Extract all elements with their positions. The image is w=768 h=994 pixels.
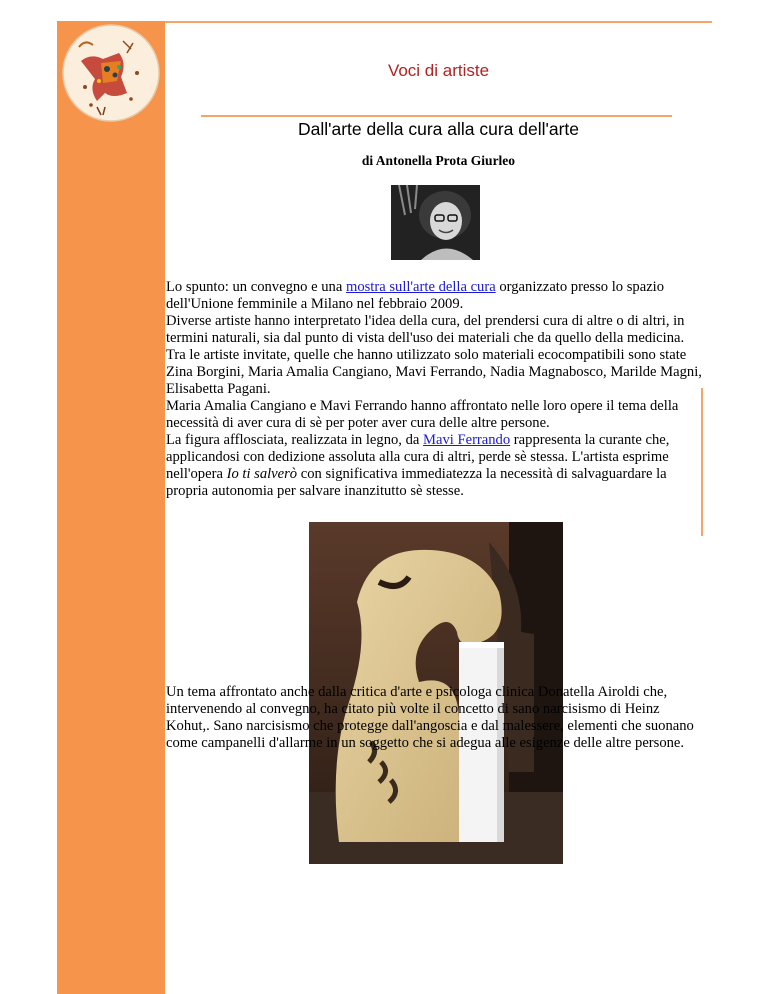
link-mavi-ferrando[interactable]: Mavi Ferrando xyxy=(423,432,511,448)
title-divider xyxy=(201,115,672,117)
paragraph-intro: Lo spunto: un convegno e una mostra sull'arte della cura organizzato presso lo spazio dell'Unione femminile a Milano nel febbraio 2009. Diverse artiste hanno interpretato l'idea della cura, del prendersi cura di altre o di altri, in termini naturali, sia dal punto di vista dell'uso dei materiali che da quello della medicina. Tra le artiste invitate, quelle che hanno utilizzato solo materiali ecocompatibili sono state Zina Borgini, Maria Amalia Cangiano, Mavi Ferrando, Nadia Magnabosco, Marilde Magni, Elisabetta Pagani. Maria Amalia Cangiano e Mavi Ferrando hanno affrontato nelle loro opere il tema della necessità di aver cura di sè per poter aver cura delle altre persone. La figura afflosciata, realizzata in legno, da Mavi Ferrando rappresenta la curante che, applicandosi con dedizione assoluta alla cura di altri, perde sè stessa. L'artista esprime nell'opera Io ti salverò con significativa immediatezza la necessità di salvaguardare la propria autonomia per salvare inanzitutto sè stesse. xyxy=(166,279,702,499)
paragraph-narcisismo: Un tema affrontato anche dalla critica d'arte e psicologa clinica Donatella Airoldi che, intervenendo al convegno, ha citato più volte il concetto di sano narcisismo di Heinz Kohut,. Sano narcisismo che protegge dall'angoscia e dal malessere, elementi che suonano come campanelli d'allarme in un soggetto che si adegua alle esigenze delle altre persone. xyxy=(166,684,694,751)
work-title: Io ti salverò xyxy=(226,466,298,482)
author-portrait xyxy=(391,185,480,260)
orange-sidebar xyxy=(57,21,165,994)
top-divider xyxy=(165,21,712,23)
author-byline: di Antonella Prota Giurleo xyxy=(361,153,516,168)
site-logo xyxy=(61,23,161,123)
link-mostra-arte-cura[interactable]: mostra sull'arte della cura xyxy=(345,279,496,295)
section-title: Voci di artiste xyxy=(387,61,490,80)
article-title: Dall'arte della cura alla cura dell'arte xyxy=(298,119,579,139)
